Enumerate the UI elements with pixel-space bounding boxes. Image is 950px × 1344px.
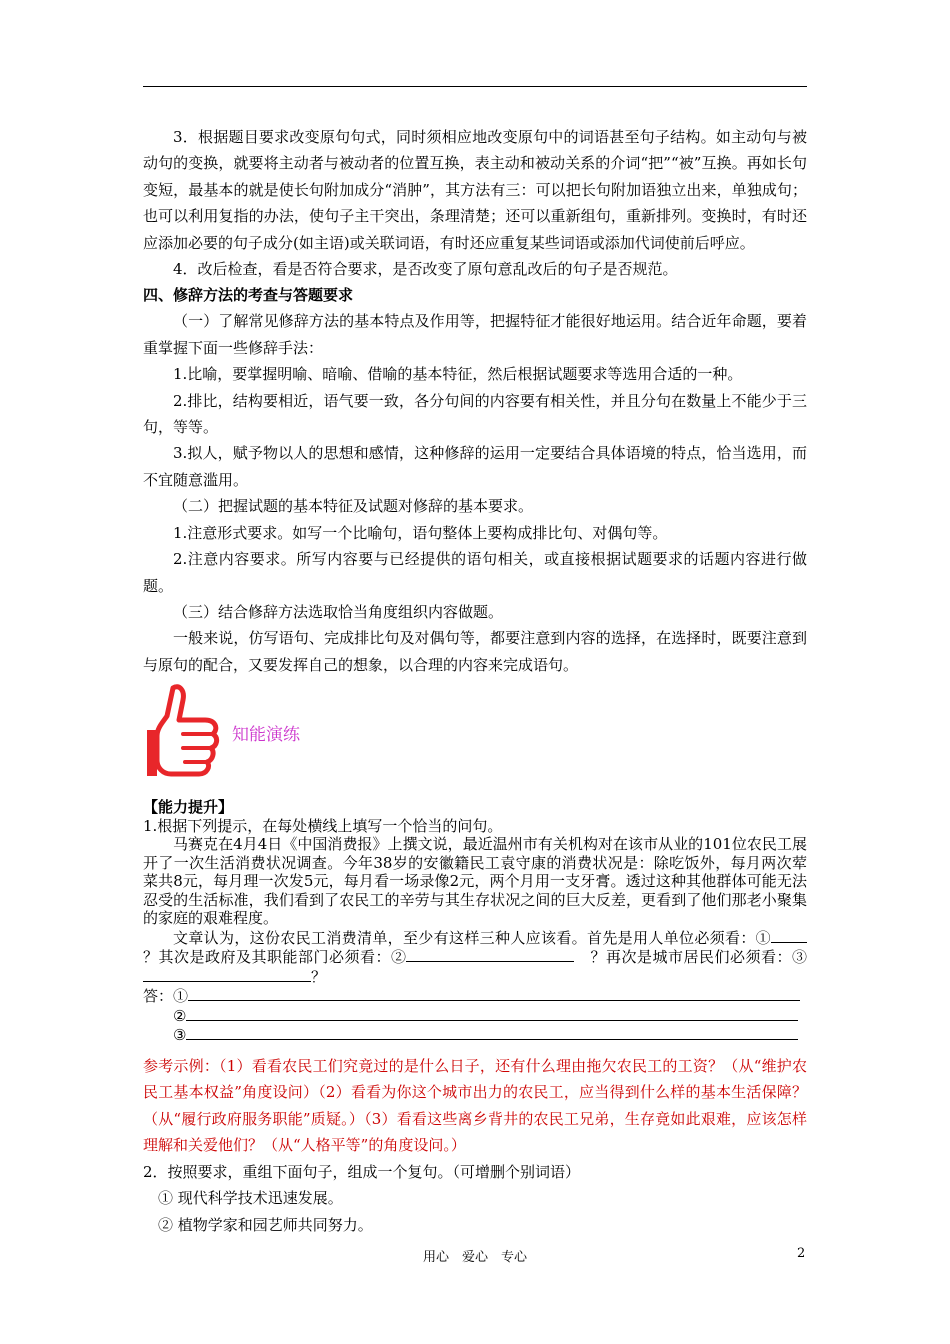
answer-label-3: ③: [173, 1026, 187, 1044]
blank-2[interactable]: [406, 947, 574, 962]
exercise-heading: 【能力提升】: [143, 798, 234, 816]
subsection-3: （三）结合修辞方法选取恰当角度组织内容做题。: [173, 602, 504, 621]
question-2-item-1: ① 现代科学技术迅速发展。: [158, 1189, 343, 1208]
question-1: 1.根据下列提示，在每处横线上填写一个恰当的问句。: [143, 816, 503, 835]
main-content: [143, 124, 807, 678]
subsection-1-item-2: 2.排比，结构要相近，语气要一致，各分句间的内容要有相关性，并且分句在数量上不能少于三句，等等。: [143, 391, 807, 437]
header-rule: [143, 86, 807, 87]
answer-line-2: [143, 1006, 807, 1026]
practice-title: 知能演练: [232, 725, 300, 745]
question-1-passage: 马赛克在4月4日《中国消费报》上撰文说，最近温州市有关机构对在该市从业的101位农民工展开了一次生活消费状况调查。今年38岁的安徽籍民工袁守康的消费状况是：除吃饭外，每月两次荤菜共8元，每月理一次发5元，每月看一场录像2元，两个月用一支牙膏。透过这种其他群体可能无法忍受的生活标准，我们看到了农民工的辛劳与其生存状况之间的巨大反差，更看到了他们那老小聚集的家庭的艰难程度。: [143, 835, 807, 927]
subsection-2-item-1: 1.注意形式要求。如写一个比喻句，语句整体上要构成排比句、对偶句等。: [173, 523, 668, 542]
answer-label: 答：①: [143, 987, 189, 1005]
prompt-part-3: ？再次是城市居民们必须看：③: [590, 948, 807, 966]
subsection-1-item-1: 1.比喻，要掌握明喻、暗喻、借喻的基本特征，然后根据试题要求等选用合适的一种。: [173, 365, 743, 384]
answer-blank-2[interactable]: [186, 1006, 798, 1021]
exercise-section: [143, 798, 807, 1238]
question-1-prompt: [143, 928, 807, 987]
paragraph-4: 4．改后检查，看是否符合要求，是否改变了原句意乱改后的句子是否规范。: [173, 260, 678, 279]
question-2: 2．按照要求，重组下面句子，组成一个复句。（可增删个别词语）: [143, 1162, 581, 1181]
prompt-part-1: 文章认为，这份农民工消费清单，至少有这样三种人应该看。首先是用人单位必须看：①: [173, 928, 771, 947]
footer-motto: 用心 爱心 专心: [422, 1250, 527, 1265]
answer-blank-1[interactable]: [188, 986, 800, 1001]
answer-blank-3[interactable]: [186, 1025, 798, 1040]
blank-1[interactable]: [771, 928, 807, 943]
subsection-2: （二）把握试题的基本特征及试题对修辞的基本要求。: [173, 497, 534, 516]
answer-line-1: [143, 986, 807, 1006]
prompt-part-2: ？其次是政府及其职能部门必须看：②: [143, 948, 407, 966]
subsection-3-item-1: 一般来说，仿写语句、完成排比句及对偶句等，都要注意到内容的选择，在选择时，既要注意到与原句的配合，又要发挥自己的想象，以合理的内容来完成语句。: [143, 629, 807, 674]
practice-banner: [143, 680, 807, 780]
answer-label-2: ②: [173, 1006, 187, 1025]
page-number: 2: [797, 1246, 806, 1261]
subsection-1-item-3: 3.拟人，赋予物以人的思想和感情，这种修辞的运用一定要结合具体语境的特点，恰当选用，而不宜随意滥用。: [143, 444, 807, 489]
thumbs-up-icon: [143, 680, 223, 780]
subsection-2-item-2: 2.注意内容要求。所写内容要与已经提供的语句相关，或直接根据试题要求的话题内容进行做题。: [143, 550, 807, 595]
prompt-part-4: ？: [311, 967, 327, 986]
section-heading-4: 四、修辞方法的考查与答题要求: [143, 286, 354, 305]
question-2-item-2: ② 植物学家和园艺师共同努力。: [158, 1215, 373, 1234]
blank-3[interactable]: [143, 967, 311, 982]
subsection-1: （一）了解常见修辞方法的基本特点及作用等，把握特征才能很好地运用。结合近年命题，要着重掌握下面一些修辞手法：: [143, 312, 807, 357]
paragraph-3: 3．根据题目要求改变原句句式，同时须相应地改变原句中的词语甚至句子结构。如主动句与被动句的变换，就要将主动者与被动者的位置互换，表主动和被动关系的介词“把”“被”互换。再如长句变短，最基本的就是使长句附加成分“消肿”，其方法有三：可以把长句附加语独立出来，单独成句；也可以利用复指的办法，使句子主干突出，条理清楚；还可以重新组句，重新排列。变换时，有时还应添加必要的句子成分(如主语)或关联词语，有时还应重复某些词语或添加代词使前后呼应。: [143, 128, 807, 252]
reference-answer: 参考示例：（1）看看农民工们究竟过的是什么日子，还有什么理由拖欠农民工的工资？（从“维护农民工基本权益”角度设问）（2）看看为你这个城市出力的农民工，应当得到什么样的基本生活保障？（从“履行政府服务职能”质疑。）（3）看看这些离乡背井的农民工兄弟，生存竟如此艰难，应该怎样理解和关爱他们？（从“人格平等”的角度设问。）: [143, 1056, 807, 1155]
answer-line-3: [143, 1025, 807, 1045]
